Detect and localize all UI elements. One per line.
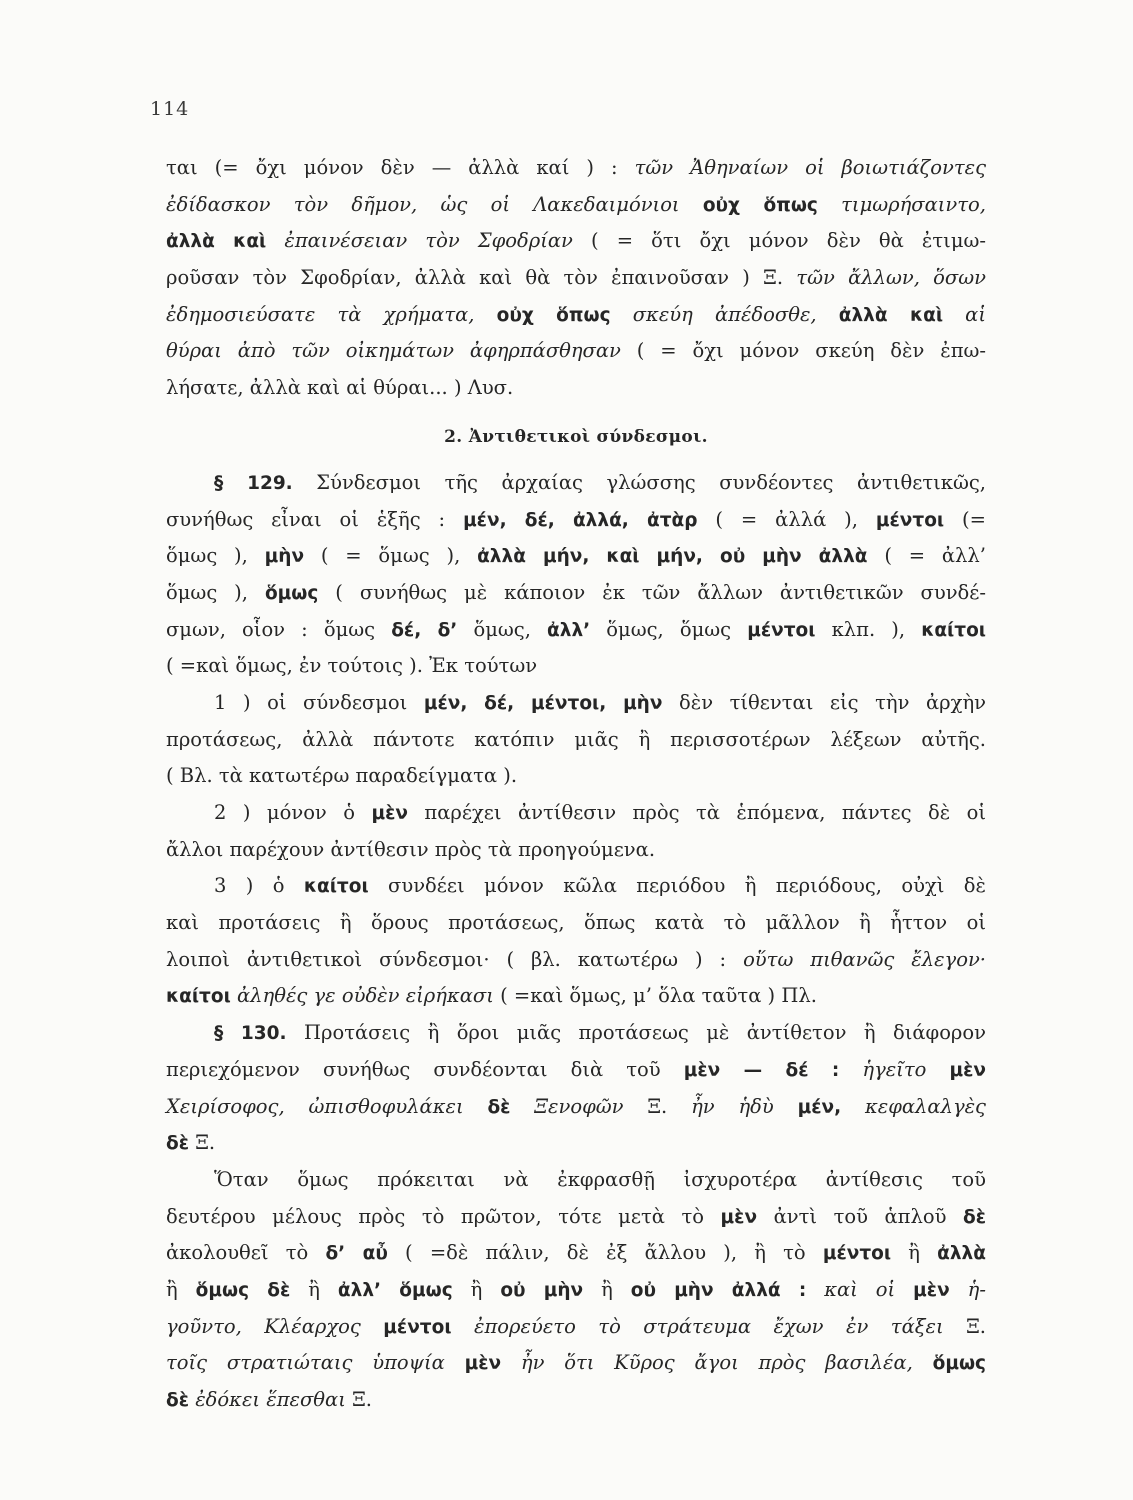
bold-term: καίτοι <box>166 986 231 1008</box>
bold-term: ἀλλ’ <box>547 619 591 641</box>
text-run: δὲν τίθενται εἰς τὴν ἀρχὴν <box>662 690 986 714</box>
bold-term: μὲν <box>913 1279 950 1301</box>
text-line <box>166 297 986 334</box>
bold-term: μέν, δέ, μέντοι, μὴν <box>423 692 663 714</box>
text-line <box>166 1345 986 1382</box>
bold-term: ὅμως <box>264 582 319 604</box>
bold-term: οὐχ ὅπως <box>702 194 818 216</box>
page-number: 114 <box>150 98 190 120</box>
text-run: Σύνδεσμοι τῆς ἀρχαίας γλώσσης συνδέοντες ἀντιθετικῶς, <box>292 470 986 494</box>
text-line <box>166 905 986 942</box>
text-line <box>166 465 986 502</box>
italic-quote: τιμωρήσαιντο, <box>817 192 986 216</box>
body-text <box>166 150 986 1419</box>
bold-term: δὲ <box>962 1206 986 1228</box>
text-line <box>166 1235 986 1272</box>
bold-term: οὐ μὴν <box>500 1279 584 1301</box>
bold-term: μὲν <box>949 1059 986 1081</box>
bold-term: μέντοι <box>747 619 816 641</box>
text-run: ὅμως ), <box>166 580 265 604</box>
text-line <box>166 942 986 979</box>
italic-quote: Χειρίσοφος, ὠπισθοφυλάκει <box>166 1094 488 1118</box>
italic-quote: ἡ- <box>949 1277 986 1301</box>
bold-term: καίτοι <box>303 876 369 898</box>
bold-term: μὴν <box>264 546 305 568</box>
italic-quote: ἡγεῖτο <box>839 1057 950 1081</box>
text-run: ὅμως, ὅμως <box>590 617 748 641</box>
text-run: 3 ) ὁ <box>214 874 304 898</box>
text-run: ἄλλοι παρέχουν ἀντίθεσιν πρὸς τὰ προηγούμενα. <box>166 837 656 861</box>
text-run: ροῦσαν τὸν Σφοδρίαν, ἀλλὰ καὶ θὰ τὸν ἐπαινοῦσαν ) Ξ. <box>166 266 797 290</box>
text-line <box>166 187 986 224</box>
bold-term: ὅμως <box>932 1353 986 1375</box>
text-run: ( = ὅμως ), <box>304 544 478 568</box>
text-run: συνδέει μόνον κῶλα περιόδου ἢ περιόδους, οὐχὶ δὲ <box>368 874 986 898</box>
text-run: ( =καὶ ὅμως, μ’ ὅλα ταῦτα ) Πλ. <box>500 984 817 1008</box>
text-run: 1 ) οἱ σύνδεσμοι <box>214 690 424 714</box>
italic-quote: οὕτω πιθανῶς ἔλεγον· <box>743 947 986 971</box>
text-run: Ξ. <box>352 1388 372 1411</box>
bold-term: δὲ <box>487 1096 511 1118</box>
bold-term: § 129. <box>214 472 293 494</box>
text-run: ἀκολουθεῖ τὸ <box>166 1241 326 1265</box>
text-line <box>166 1162 986 1199</box>
bold-term: ἀλλὰ μήν, καὶ μήν, οὐ μὴν ἀλλὰ <box>477 546 868 568</box>
text-run: (= <box>944 507 987 531</box>
text-run: παρέχει ἀντίθεσιν πρὸς τὰ ἑπόμενα, πάντες δὲ οἱ <box>407 801 986 824</box>
text-run: Ξ. <box>966 1314 986 1338</box>
text-run: ἢ <box>891 1241 938 1265</box>
text-run: περιεχόμενον συνήθως συνδέονται διὰ τοῦ <box>166 1057 684 1081</box>
text-line <box>166 758 986 795</box>
text-line <box>166 1089 986 1126</box>
bold-term: ὅμως δὲ <box>195 1279 291 1301</box>
text-run: δευτέρου μέλους πρὸς τὸ πρῶτον, τότε μετὰ τὸ <box>166 1204 721 1228</box>
text-run: ( Βλ. τὰ κατωτέρω παραδείγματα ). <box>166 764 518 788</box>
bold-term: μέν, δέ, ἀλλά, ἀτὰρ <box>463 509 698 531</box>
text-run: ται (= ὄχι μόνον δὲν — ἀλλὰ καί ) : <box>166 156 635 179</box>
text-line <box>166 1125 986 1162</box>
bold-term: μέντοι <box>822 1243 892 1265</box>
bold-term: οὐ μὴν ἀλλά : <box>630 1279 807 1301</box>
text-run: Ὅταν ὅμως πρόκειται νὰ ἐκφρασθῇ ἰσχυροτέρα ἀντίθεσις τοῦ <box>214 1167 986 1191</box>
bold-term: μὲν — δέ : <box>683 1059 840 1081</box>
bold-term: μὲν <box>720 1206 758 1228</box>
bold-term: μὲν <box>371 803 408 824</box>
italic-quote: Ξενοφῶν <box>510 1094 648 1118</box>
text-line <box>166 685 986 722</box>
italic-quote: ἦν ἡδὺ <box>691 1094 798 1118</box>
text-run: Προτάσεις ἢ ὅροι μιᾶς προτάσεως μὲ ἀντίθετον ἢ διάφορον <box>286 1021 986 1045</box>
text-run: λοιποὶ ἀντιθετικοὶ σύνδεσμοι· ( βλ. κατωτέρω ) : <box>166 947 744 971</box>
text-run: ( συνήθως μὲ κάποιον ἐκ τῶν ἄλλων ἀντιθετικῶν συνδέ- <box>318 580 986 604</box>
text-line <box>166 612 986 649</box>
italic-quote: τοῖς στρατιώταις ὑποψία <box>166 1351 465 1375</box>
italic-quote: τῶν ἄλλων, ὅσων <box>796 266 986 290</box>
text-run: ( =καὶ ὅμως, ἐν τούτοις ). Ἐκ τούτων <box>166 654 538 678</box>
italic-quote: κεφαλαλγὲς <box>841 1094 986 1118</box>
text-run: 2 ) μόνον ὁ <box>214 801 372 824</box>
paragraphs-129-130 <box>166 465 986 1419</box>
bold-term: μέντοι <box>383 1316 452 1338</box>
bold-term: μέν, <box>797 1096 842 1118</box>
bold-term: ἀλλὰ καὶ <box>838 304 944 326</box>
text-run: κλπ. ), <box>815 617 922 641</box>
text-run: ( = ὅτι ὄχι μόνον δὲν θὰ ἐτιμω- <box>591 229 986 253</box>
text-line <box>166 795 986 832</box>
bold-term: ἀλλὰ καὶ <box>166 231 267 253</box>
text-line <box>166 648 986 685</box>
italic-quote: ἐπαινέσειαν τὸν Σφοδρίαν <box>266 229 591 253</box>
bold-term: § 130. <box>214 1023 287 1045</box>
text-run: ( = ἀλλά ), <box>697 507 876 531</box>
paragraph-continuation <box>166 150 986 407</box>
text-line <box>166 1272 986 1309</box>
italic-quote: ἐπορεύετο τὸ στράτευμα ἔχων ἐν τάξει <box>451 1314 967 1338</box>
text-run: ( = ὄχι μόνον σκεύη δὲν ἐπω- <box>636 339 986 363</box>
bold-term: δὲ <box>166 1133 190 1155</box>
bold-term: δ’ αὖ <box>325 1243 388 1265</box>
text-run: ἢ <box>290 1277 338 1301</box>
section-heading: 2. Ἀντιθετικοὶ σύνδεσμοι. <box>444 426 708 447</box>
bold-term: μέντοι <box>875 509 945 531</box>
italic-quote: καὶ οἱ <box>806 1277 914 1301</box>
bold-term: δὲ <box>166 1390 190 1411</box>
text-line <box>166 1052 986 1089</box>
italic-quote: ἐδίδασκον τὸν δῆμον, ὡς οἱ Λακεδαιμόνιοι <box>166 192 703 216</box>
bold-term: ἀλλ’ ὅμως <box>337 1279 453 1301</box>
italic-quote: ἐδόκει ἕπεσθαι <box>189 1388 353 1411</box>
text-run: ὅμως ), <box>166 544 265 568</box>
text-line <box>166 722 986 759</box>
text-line <box>166 223 986 260</box>
italic-quote: θύραι ἀπὸ τῶν οἰκημάτων ἀφηρπάσθησαν <box>166 339 637 363</box>
italic-quote: ἦν ὅτι Κῦρος ἄγοι πρὸς βασιλέα, <box>501 1351 933 1375</box>
text-run: Ξ. <box>189 1131 216 1155</box>
text-line <box>166 260 986 297</box>
text-run: συνήθως εἶναι οἱ ἑξῆς : <box>166 507 464 531</box>
text-line <box>166 1382 986 1419</box>
italic-quote: ἀληθές γε οὐδὲν εἰρήκασι <box>230 984 501 1008</box>
bold-term: οὐχ ὅπως <box>496 304 611 326</box>
text-run: ἀντὶ τοῦ ἁπλοῦ <box>757 1204 963 1228</box>
text-run: προτάσεως, ἀλλὰ πάντοτε κατόπιν μιᾶς ἢ περισσοτέρων λέξεων αὐτῆς. <box>166 727 986 751</box>
text-run: ὅμως, <box>457 617 548 641</box>
text-line <box>166 502 986 539</box>
text-line <box>166 832 986 869</box>
bold-term: ἀλλὰ <box>937 1243 986 1265</box>
text-run: καὶ προτάσεις ἢ ὅρους προτάσεως, ὅπως κατὰ τὸ μᾶλλον ἢ ἧττον οἱ <box>166 911 986 935</box>
text-line <box>166 575 986 612</box>
text-run: σμων, οἷον : ὅμως <box>166 617 392 641</box>
text-line <box>166 370 986 407</box>
text-run: ἢ <box>166 1277 196 1301</box>
text-line <box>166 333 986 370</box>
text-run: λήσατε, ἀλλὰ καὶ αἱ θύραι... ) Λυσ. <box>166 376 514 400</box>
italic-quote: αἱ <box>943 302 986 326</box>
text-line <box>166 538 986 575</box>
bold-term: καίτοι <box>921 619 986 641</box>
italic-quote: ἐδημοσιεύσατε τὰ χρήματα, <box>166 302 497 326</box>
italic-quote: γοῦντο, Κλέαρχος <box>166 1314 384 1338</box>
text-run: ἢ <box>452 1277 501 1301</box>
text-line <box>166 1199 986 1236</box>
text-run: Ξ. <box>647 1094 692 1118</box>
text-run: ( =δὲ πάλιν, δὲ ἐξ ἄλλου ), ἢ τὸ <box>387 1241 823 1265</box>
bold-term: δέ, δ’ <box>391 619 458 641</box>
text-run: ἢ <box>583 1277 631 1301</box>
bold-term: μὲν <box>464 1353 502 1375</box>
text-line <box>166 1015 986 1052</box>
text-line <box>166 1309 986 1346</box>
italic-quote: σκεύη ἀπέδοσθε, <box>610 302 839 326</box>
text-line <box>166 150 986 187</box>
text-line <box>166 868 986 905</box>
italic-quote: τῶν Ἀθηναίων οἱ βοιωτιάζοντες <box>634 156 987 179</box>
text-line <box>166 978 986 1015</box>
text-run: ( = ἀλλ’ <box>867 544 986 568</box>
